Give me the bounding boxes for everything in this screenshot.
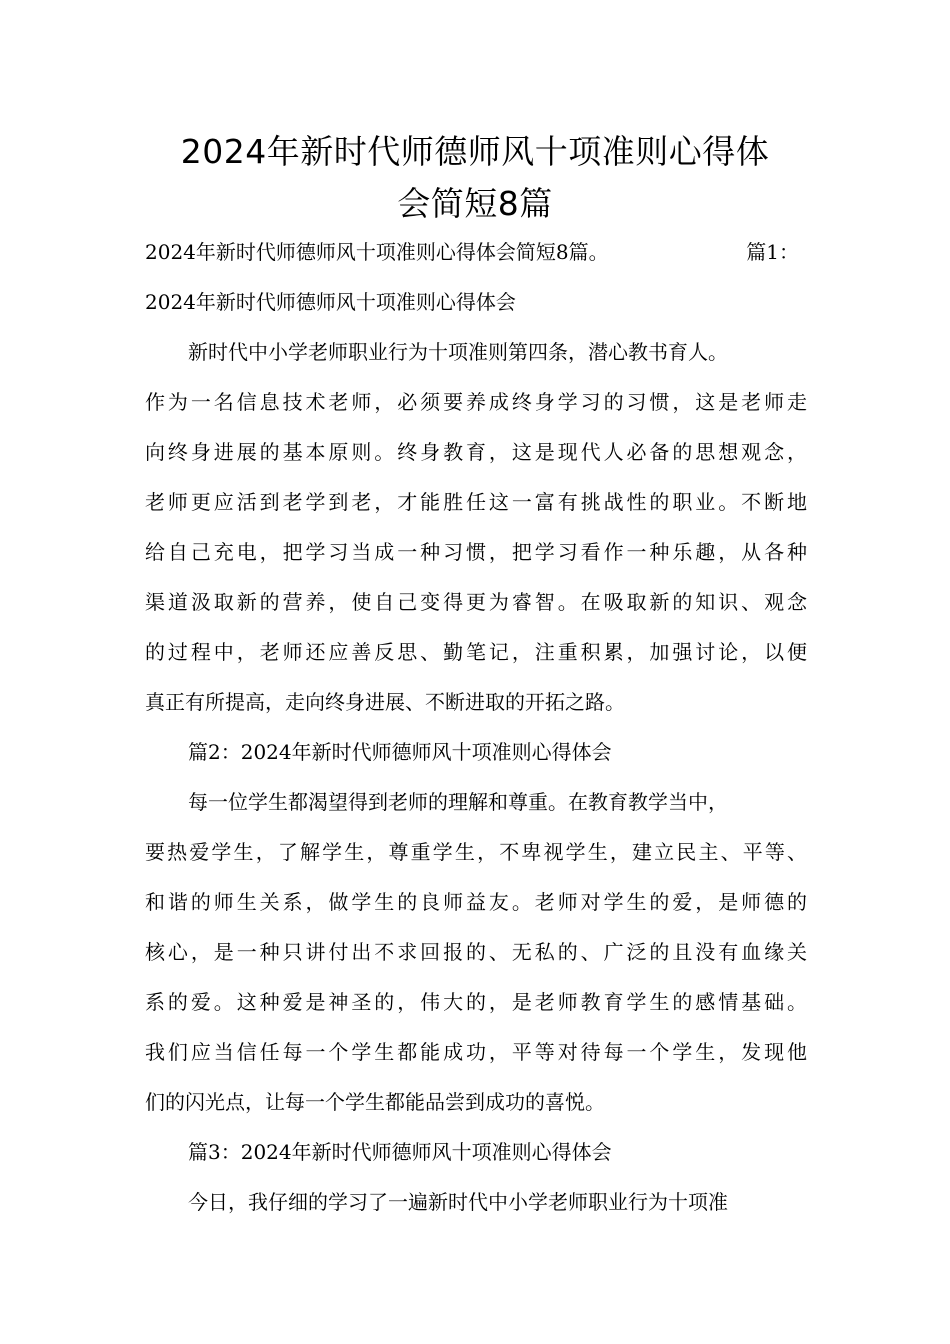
- title-line-1: 2024年新时代师德师风十项准则心得体: [180, 132, 770, 171]
- paragraph-line: 作为一名信息技术老师，必须要养成终身学习的习惯，这是老师走: [145, 390, 807, 414]
- document-body: [145, 236, 807, 1236]
- intro-text: 2024年新时代师德师风十项准则心得体会简短8篇。: [145, 240, 609, 264]
- paragraph-line: 核心，是一种只讲付出不求回报的、无私的、广泛的且没有血缘关: [145, 940, 807, 964]
- intro-line: [145, 236, 807, 286]
- paragraph-line: 系的爱。这种爱是神圣的，伟大的，是老师教育学生的感情基础。: [145, 990, 807, 1014]
- paragraph-line: 向终身进展的基本原则。终身教育，这是现代人必备的思想观念，: [145, 440, 807, 464]
- paragraph-line: 们的闪光点，让每一个学生都能品尝到成功的喜悦。: [145, 1090, 605, 1114]
- paragraph-line: 真正有所提高，走向终身进展、不断进取的开拓之路。: [145, 690, 625, 714]
- paragraph-line: 要热爱学生，了解学生，尊重学生，不卑视学生，建立民主、平等、: [145, 840, 807, 864]
- section-2-heading: 篇2：2024年新时代师德师风十项准则心得体会: [188, 740, 612, 764]
- section-1-heading: 2024年新时代师德师风十项准则心得体会: [145, 290, 516, 314]
- section-3-heading: 篇3：2024年新时代师德师风十项准则心得体会: [188, 1140, 612, 1164]
- paragraph-line: 的过程中，老师还应善反思、勤笔记，注重积累，加强讨论，以便: [145, 640, 807, 664]
- paragraph-line: 我们应当信任每一个学生都能成功，平等对待每一个学生，发现他: [145, 1040, 807, 1064]
- paragraph-line: 新时代中小学老师职业行为十项准则第四条，潜心教书育人。: [188, 340, 728, 364]
- paragraph-line: 每一位学生都渴望得到老师的理解和尊重。在教育教学当中，: [188, 790, 728, 814]
- paragraph-line: 渠道汲取新的营养，使自己变得更为睿智。在吸取新的知识、观念: [145, 590, 807, 614]
- paragraph-line: 和谐的师生关系，做学生的良师益友。老师对学生的爱，是师德的: [145, 890, 807, 914]
- paragraph-line: 给自己充电，把学习当成一种习惯，把学习看作一种乐趣，从各种: [145, 540, 807, 564]
- title-line-2: 会简短8篇: [397, 184, 553, 223]
- paragraph-line: 今日，我仔细的学习了一遍新时代中小学老师职业行为十项准: [188, 1190, 728, 1214]
- paragraph-line: 老师更应活到老学到老，才能胜任这一富有挑战性的职业。不断地: [145, 490, 807, 514]
- document-title: [100, 126, 850, 230]
- section-1-label: 篇1：: [746, 240, 799, 264]
